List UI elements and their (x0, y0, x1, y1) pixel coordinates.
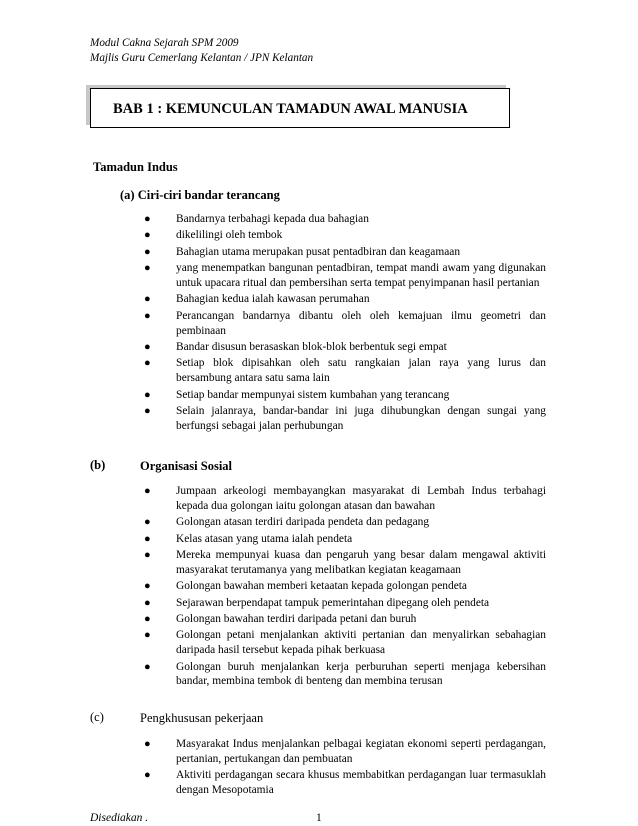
bullet-dot-icon: ● (144, 660, 151, 673)
list-item-text: Perancangan bandarnya dibantu oleh oleh kemajuan ilmu geometri dan pembinaan (176, 309, 546, 337)
chapter-title: BAB 1 : KEMUNCULAN TAMADUN AWAL MANUSIA (113, 101, 468, 117)
section-b-list (140, 484, 546, 691)
list-item (140, 388, 546, 403)
list-item-text: Golongan bawahan terdiri daripada petani dan buruh (176, 612, 417, 625)
list-item-text: Golongan atasan terdiri daripada pendeta dan pedagang (176, 516, 430, 529)
section-a-list (140, 212, 546, 435)
header-line-2: Majlis Guru Cemerlang Kelantan / JPN Kelantan (90, 52, 314, 64)
running-header (90, 36, 313, 66)
bullet-dot-icon: ● (144, 580, 151, 593)
list-item (140, 612, 546, 627)
bullet-dot-icon: ● (144, 548, 151, 561)
topic-title: Tamadun Indus (93, 160, 178, 174)
list-item-text: Sejarawan berpendapat tampuk pemerintahan dipegang oleh pendeta (176, 596, 490, 609)
list-item-text: Aktiviti perdagangan secara khusus membabitkan perdagangan luar termasuklah dengan Mesopotamia (176, 769, 546, 796)
bullet-dot-icon: ● (144, 485, 151, 497)
list-item (140, 515, 546, 530)
bullet-dot-icon: ● (144, 596, 151, 609)
section-c-heading: Pengkhususan pekerjaan (140, 711, 264, 725)
bullet-dot-icon: ● (144, 293, 151, 306)
page-number: 1 (316, 812, 322, 824)
header-line-1: Modul Cakna Sejarah SPM 2009 (90, 37, 239, 49)
bullet-dot-icon: ● (144, 340, 151, 353)
section-c-label: (c) (90, 710, 104, 724)
list-item (140, 261, 546, 291)
list-item-text: Selain jalanraya, bandar-bandar ini juga dihubungkan dengan sungai yang berfungsi sebagai jalan perhubungan (176, 404, 546, 432)
section-a-heading: (a) Ciri-ciri bandar terancang (120, 188, 280, 202)
footer-prepared: Disediakan . (90, 812, 149, 824)
list-item (140, 660, 546, 690)
list-item-text: Golongan petani menjalankan aktiviti pertanian dan menyalirkan sebahagian daripada hasil tersebut kepada pihak berkuasa (176, 629, 546, 657)
list-item (140, 768, 546, 798)
list-item (140, 212, 546, 227)
list-item (140, 628, 546, 658)
list-item-text: yang menempatkan bangunan pentadbiran, tempat mandi awam yang digunakan untuk upacara ritual dan pembersihan serta tempat penyimpanan hasil pertanian (176, 262, 546, 289)
list-item (140, 292, 546, 307)
list-item (140, 737, 546, 767)
list-item-text: Mereka mempunyai kuasa dan pengaruh yang besar dalam mengawal aktiviti masyarakat terutamanya yang melibatkan kegiatan keagamaan (176, 548, 546, 576)
bullet-dot-icon: ● (144, 629, 151, 642)
list-item-text: Bahagian utama merupakan pusat pentadbiran dan keagamaan (176, 245, 461, 258)
list-item (140, 532, 546, 547)
list-item (140, 579, 546, 594)
section-b-heading: Organisasi Sosial (140, 459, 233, 473)
bullet-dot-icon: ● (144, 213, 151, 225)
bullet-dot-icon: ● (144, 309, 151, 322)
bullet-dot-icon: ● (144, 245, 151, 258)
list-item (140, 548, 546, 578)
list-item-text: Bandar disusun berasaskan blok-blok berbentuk segi empat (176, 340, 447, 353)
bullet-dot-icon: ● (144, 262, 151, 275)
list-item (140, 404, 546, 434)
list-item-text: Masyarakat Indus menjalankan pelbagai kegiatan ekonomi seperti perdagangan, pertanian, pertukangan dan pembuatan (176, 738, 546, 765)
bullet-dot-icon: ● (144, 229, 151, 242)
bullet-dot-icon: ● (144, 612, 151, 625)
bullet-dot-icon: ● (144, 738, 151, 750)
list-item-text: Kelas atasan yang utama ialah pendeta (176, 532, 353, 545)
section-b-label: (b) (90, 458, 106, 472)
bullet-dot-icon: ● (144, 769, 151, 782)
bullet-dot-icon: ● (144, 388, 151, 401)
list-item-text: Bandarnya terbahagi kepada dua bahagian (176, 213, 369, 225)
list-item (140, 228, 546, 243)
list-item-text: Setiap blok dipisahkan oleh satu rangkaian jalan raya yang lurus dan bersambung antara satu sama lain (176, 357, 546, 385)
list-item (140, 245, 546, 260)
list-item-text: dikelilingi oleh tembok (176, 229, 283, 242)
bullet-dot-icon: ● (144, 404, 151, 417)
list-item (140, 484, 546, 514)
list-item (140, 596, 546, 611)
list-item-text: Golongan buruh menjalankan kerja perburuhan seperti menjaga kebersihan bandar, membina tembok di benteng dan membina terusan (176, 660, 546, 688)
section-c-list (140, 737, 546, 799)
list-item-text: Setiap bandar mempunyai sistem kumbahan yang terancang (176, 388, 450, 401)
list-item-text: Golongan bawahan memberi ketaatan kepada golongan pendeta (176, 580, 467, 593)
list-item-text: Jumpaan arkeologi membayangkan masyarakat di Lembah Indus terbahagi kepada dua golongan iaitu golongan atasan dan bawahan (176, 485, 546, 512)
list-item-text: Bahagian kedua ialah kawasan perumahan (176, 293, 370, 306)
bullet-dot-icon: ● (144, 516, 151, 529)
bullet-dot-icon: ● (144, 357, 151, 370)
bullet-dot-icon: ● (144, 532, 151, 545)
chapter-title-box (90, 88, 510, 128)
list-item (140, 309, 546, 339)
list-item (140, 340, 546, 355)
list-item (140, 356, 546, 386)
